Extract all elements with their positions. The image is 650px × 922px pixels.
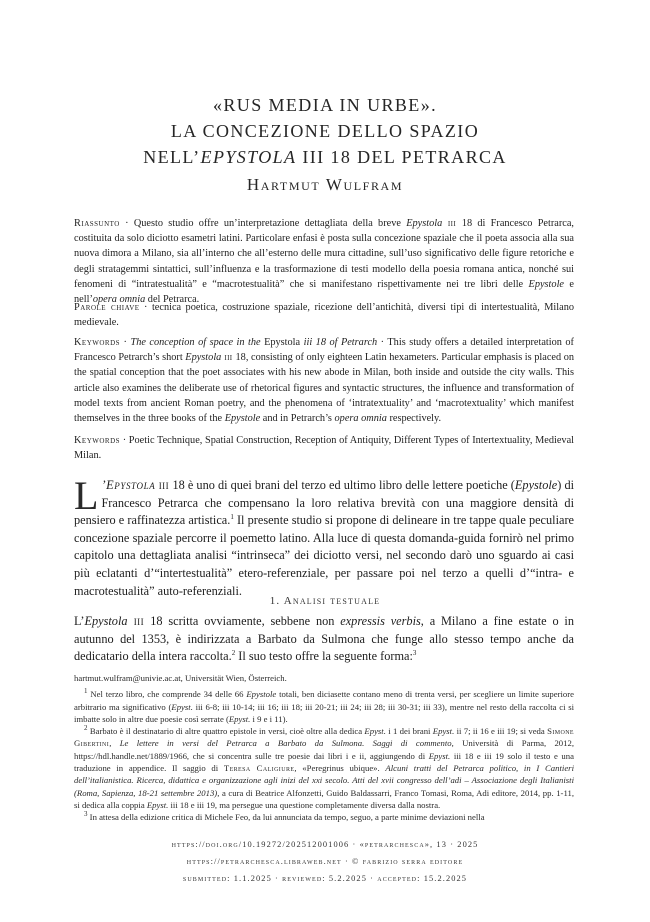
intro-text: Il presente studio si propone di delineare in tre tappe quale peculiare concezione spaziale percorre il poemetto latino. Alla luce di questa domanda-guida fornirò nel primo capitolo una dettagliata analisi “intrinseca” dei diciotto versi, nel secondo darò uno sguardo ai casi più eclatanti d’“intertestualità” etero-referenziale, per passare poi nel terzo a quelli d’“intra- e macrotestualità” auto-referenziali. [74, 513, 575, 598]
riassunto-italic: Epystola [406, 218, 443, 229]
footnote-text: iii 6-8; iii 10-14; iii 16; iii 18; iii 20-21; iii 24; iii 28; iii 30-31; iii 33), mentre nel resto della raccolta ci si imbatte solo in altre due poesie così serrate ( [74, 701, 574, 724]
abstract-title: Epystola [260, 337, 304, 348]
intro-text: ) di Francesco Petrarca che compensano la loro relativa brevità con una maggiore densità di pensiero e raffinatezza artistica. [74, 478, 575, 528]
footnote-citation: Epyst. [228, 713, 251, 724]
footnote-text: ii 7; ii 16 e iii 19; si veda [454, 726, 548, 737]
riassunto-text: · Questo studio offre un’interpretazione dettagliata della breve [119, 218, 407, 229]
riassunto-paragraph [74, 216, 574, 307]
footnote-number: 3 [84, 810, 88, 819]
footnote-1 [74, 688, 574, 725]
footnote-2 [74, 725, 574, 811]
section1-numeral: iii [127, 614, 151, 628]
footnote-citation: Epyst. [432, 726, 455, 737]
footnote-italic: Epystole [246, 689, 277, 700]
intro-lead [101, 478, 155, 492]
footnote-number: 1 [84, 687, 88, 696]
footnote-text: i 9 e i 11). [250, 713, 288, 724]
section1-text: 18 scritta ovviamente, sebbene non [150, 614, 341, 628]
riassunto-text: e nell’ [74, 278, 574, 306]
keywords-text: · Poetic Technique, Spatial Construction, Reception of Antiquity, Different Types of Intertextuality, Medieval Milan. [74, 435, 574, 462]
footnote-ref-2[interactable]: 2 [231, 649, 236, 658]
abstract-italic: Epystola [185, 352, 222, 364]
footer-doi[interactable]: https://doi.org/10.19272/202512001006 · «petrarchesca», 13 · 2025 [171, 840, 479, 849]
keywords-label: Keywords [74, 435, 121, 446]
parole-chiave-paragraph [74, 300, 574, 330]
riassunto-numeral: iii [442, 218, 462, 229]
drop-cap: L [74, 473, 99, 518]
parole-chiave-label: Parole chiave [74, 302, 140, 313]
footer-website[interactable]: https://petrarchesca.libraweb.net · © fabrizio serra editore [186, 857, 464, 866]
title-line-3-italic: EPYSTOLA [200, 147, 297, 167]
section-title: 1. Analisi testuale [269, 595, 381, 607]
abstract-text: respectively. [386, 413, 442, 425]
riassunto-italic: opera omnia [92, 294, 146, 306]
title-line-2: LA CONCEZIONE DELLO SPAZIO [170, 121, 480, 141]
footnote-citation: Epyst. [171, 701, 193, 712]
footnote-italic: Le lettere in versi del Petrarca a Barbato da Sulmona. Saggi di commento [119, 738, 452, 749]
author-name: Hartmut Wulfram [246, 175, 404, 194]
section1-text: , a Milano a fine estate o in autunno del 1353, è indirizzata a Barbato da Sulmona che funge allo stesso tempo anche da dedicatario della intera raccolta. [74, 614, 574, 664]
title-line-3 [0, 144, 650, 170]
title-line-3-pre: NELL’ [143, 147, 201, 167]
footnote-text: , «Peregrinus ubique». [294, 763, 386, 774]
intro-italic: Epystole [514, 478, 558, 492]
intro-text: 18 è uno di quei brani del terzo ed ultimo libro delle lettere poetiche ( [172, 478, 515, 492]
abstract-separator: · [120, 337, 131, 348]
abstract-paragraph [74, 335, 574, 426]
footnote-citation: Epyst. [428, 750, 451, 761]
footnote-3 [74, 811, 574, 823]
author-email[interactable]: hartmut.wulfram@univie.ac.at, Universität Wien, Österreich. [74, 673, 287, 683]
footnote-text: , [109, 738, 120, 749]
riassunto-label: Riassunto [74, 218, 120, 229]
abstract-text: 18, consisting of only eighteen Latin hexameters. Particular emphasis is placed on the spatial conception that the poet associates with his new abode in Milan, both inside and outside the city walls. This article also examines the deliberate use of rhetorical figures and syntactic structures, the influence and transformation of model texts from ancient Roman poetry, and the phenomena of ‘intratextuality’ and ‘macrotextuality’ which manifest themselves in the three books of the [74, 352, 575, 425]
section1-text: Il suo testo offre la seguente forma: [235, 649, 413, 664]
footnote-ref-3[interactable]: 3 [412, 649, 417, 658]
section1-italic: expressis verbis [340, 614, 421, 628]
abstract-italic: Epystole [224, 413, 261, 425]
footnote-number: 2 [84, 724, 88, 733]
riassunto-italic: Epystole [528, 278, 565, 290]
footnote-author: Teresa Caligiure [223, 763, 295, 774]
abstract-title: iii 18 of Petrarch [303, 337, 378, 348]
riassunto-text: del Petrarca. [145, 294, 200, 306]
section1-paragraph [74, 613, 574, 666]
footer-dates: submitted: 1.1.2025 · reviewed: 5.2.2025 · accepted: 15.2.2025 [182, 874, 468, 883]
intro-lead-numeral: iii [155, 478, 173, 492]
abstract-numeral: iii [221, 352, 236, 364]
intro-lead-italic: ’Epystola [101, 478, 156, 492]
title-line-1: «RUS MEDIA IN URBE». [212, 95, 437, 115]
abstract-text: and in Petrarch’s [260, 413, 335, 425]
footnote-text: , a cura di Beatrice Alfonzetti, Guido Baldassarri, Franco Tomasi, Roma, Adi editore, 2014, pp. 1-11, si dedica alla coppia [74, 787, 574, 810]
footnote-citation: Epyst. [146, 799, 169, 810]
article-title [0, 92, 650, 170]
footnote-text: totali, ben diciasette contano meno di trenta versi, per scegliere un limite superiore arbitrario ma significativo ( [74, 689, 574, 712]
footnote-ref-1[interactable]: 1 [230, 513, 234, 522]
abstract-label: Keywords [74, 337, 121, 348]
parole-chiave-text: · tecnica poetica, costruzione spaziale, ricezione dell’antichità, diversi tipi di intertestualità, Milano medievale. [74, 302, 575, 329]
footnote-citation: Epyst. [364, 726, 386, 737]
riassunto-text: 18 di Francesco Petrarca, costituita da solo diciotto esametri latini. Particolare enfasi è posta sulla concezione spaziale che il poeta associa alla sua nuova dimora a Milano, sia all’interno che all’esterno delle mura cittadine, sull’uso significativo delle figure retoriche e degli stratagemmi sintattici, sull’influenza e la trasformazione di testi modello della poesia romana antica, nonché sui fenomeni di “intratestualità” e “macrotestualità” che si manifestano rispettivamente nei tre libri delle [74, 218, 574, 290]
footnote-author: Simone Gibertini [74, 726, 574, 749]
section1-text: L’ [74, 614, 85, 628]
footnote-italic: Alcuni tratti del Petrarca politico, in I Cantieri dell’italianistica. Ricerca, didattica e organizzazione agli inizi del xxi secolo. Atti del xvii congresso dell’adi – Associazione degli Italianisti (Roma, Sapienza, 18-21 settembre 2013) [74, 763, 574, 798]
footnotes [74, 672, 574, 824]
footnote-text: iii 18 e iii 19, ma persegue una questione completamente diversa dalla nostra. [168, 799, 441, 810]
footnote-text: i 1 dei brani [385, 726, 433, 737]
footnote-text: Barbato è il destinatario di altre quattro epistole in versi, cioè oltre alla dedica [87, 726, 365, 737]
abstract-text: · This study offers a detailed interpretation of Francesco Petrarch’s short [74, 337, 574, 364]
section1-italic: Epystola [84, 614, 128, 628]
footnote-text: Nel terzo libro, che comprende 34 delle 66 [87, 689, 247, 700]
footnote-text: iii 18 e iii 19 solo il testo e una traduzione in appendice. Il saggio di [74, 750, 574, 774]
footnote-text: In attesa della edizione critica di Michele Feo, da lui annunciata da tempo, seguo, a parte minime deviazioni nella [87, 812, 485, 823]
keywords-paragraph [74, 433, 574, 463]
footnote-text: , Università di Parma, 2012, https://hdl.handle.net/1889/1966, che si concentra sulle tre poesie dai libri i e ii, aggiungendo di [74, 738, 575, 761]
abstract-italic: opera omnia [334, 413, 387, 425]
title-line-3-post: III 18 DEL PETRARCA [296, 147, 507, 167]
abstract-title: The conception of space in the [130, 337, 261, 348]
intro-paragraph [74, 473, 575, 600]
